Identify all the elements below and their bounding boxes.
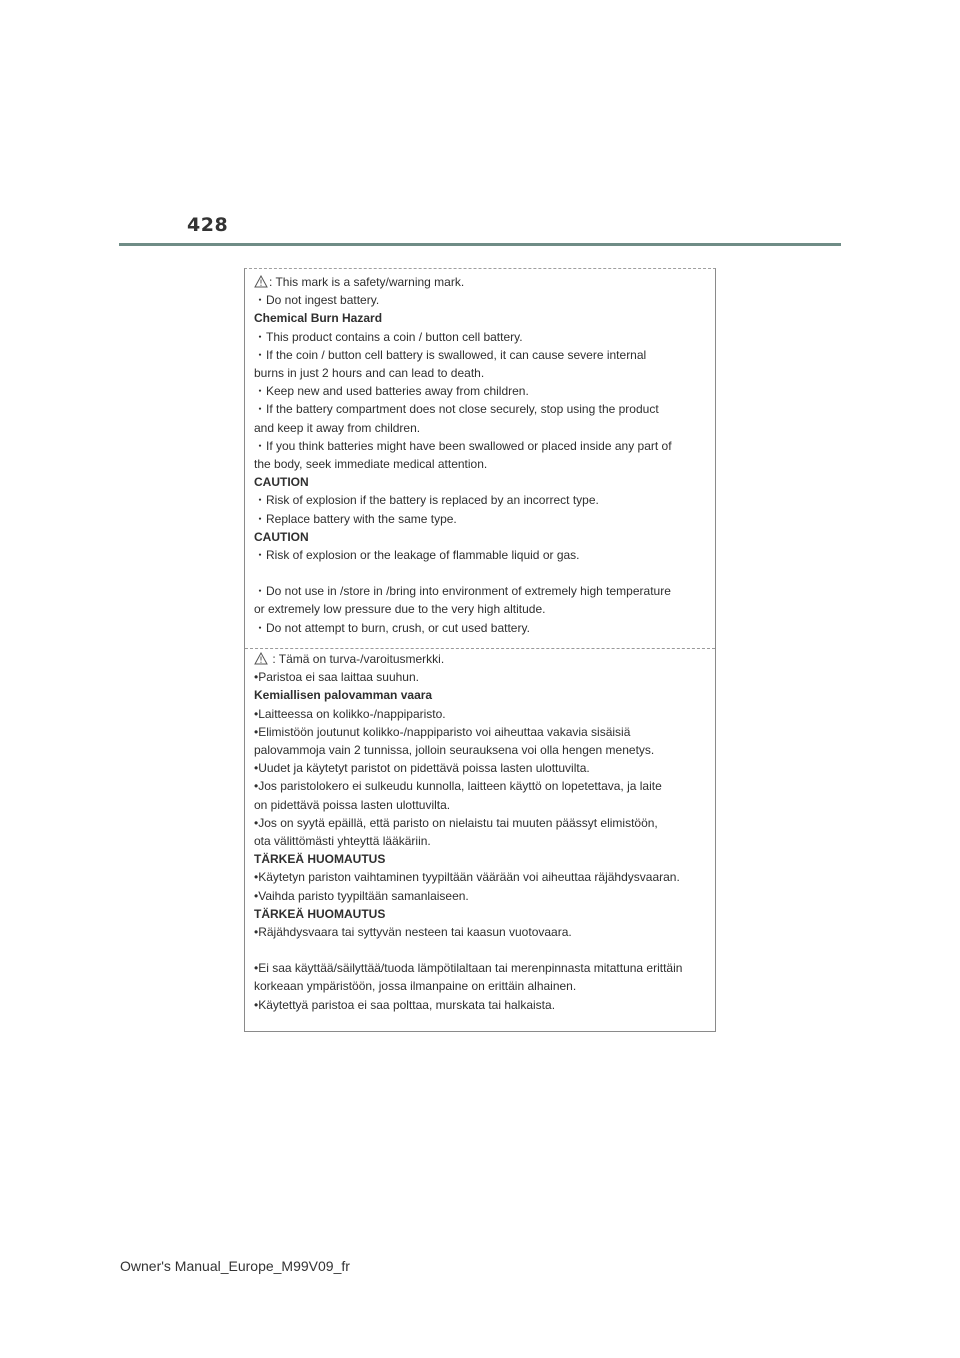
finnish-heading: Kemiallisen palovamman vaara [254, 688, 433, 703]
finnish-line: •Ei saa käyttää/säilyttää/tuoda lämpötilaltaan tai merenpinnasta mitattuna erittäin [254, 961, 683, 976]
header-rule [119, 243, 841, 246]
english-line: ・If you think batteries might have been swallowed or placed inside any part of [254, 438, 672, 453]
finnish-warning-section [254, 650, 709, 1014]
english-mark-text: : This mark is a safety/warning mark. [269, 275, 465, 289]
english-mark-line [254, 273, 709, 291]
finnish-line: on pidettävä poissa lasten ulottuvilta. [254, 797, 451, 812]
english-line: ・If the battery compartment does not close securely, stop using the product [254, 402, 659, 417]
finnish-line: •Paristoa ei saa laittaa suuhun. [254, 670, 419, 685]
finnish-heading: TÄRKEÄ HUOMAUTUS [254, 906, 386, 921]
english-heading: CAUTION [254, 529, 309, 544]
english-warning-section [254, 273, 709, 637]
warning-triangle-icon [254, 275, 268, 288]
finnish-line: •Laitteessa on kolikko-/nappiparisto. [254, 706, 446, 721]
section-divider [245, 648, 715, 649]
finnish-heading: TÄRKEÄ HUOMAUTUS [254, 852, 386, 867]
finnish-line: •Elimistöön joutunut kolikko-/nappiparisto voi aiheuttaa vakavia sisäisiä [254, 724, 631, 739]
finnish-line: •Jos on syytä epäillä, että paristo on nielaistu tai muuten päässyt elimistöön, [254, 815, 658, 830]
finnish-line: korkeaan ympäristöön, jossa ilmanpaine on erittäin alhainen. [254, 979, 577, 994]
finnish-spacer [254, 941, 709, 959]
finnish-line: palovammoja vain 2 tunnissa, jolloin seurauksena voi olla hengen menetys. [254, 743, 655, 758]
finnish-line: ota välittömästi yhteyttä lääkäriin. [254, 834, 431, 849]
english-spacer [254, 564, 709, 582]
finnish-line: •Käytetyn pariston vaihtaminen tyypiltään väärään voi aiheuttaa räjähdysvaaran. [254, 870, 680, 885]
english-heading: CAUTION [254, 475, 309, 490]
finnish-mark-line [254, 650, 709, 668]
english-line: ・Do not use in /store in /bring into environment of extremely high temperature [254, 584, 671, 599]
english-line: burns in just 2 hours and can lead to death. [254, 366, 485, 381]
english-line: ・Replace battery with the same type. [254, 511, 457, 526]
english-line: ・Risk of explosion if the battery is replaced by an incorrect type. [254, 493, 599, 508]
battery-warning-label [244, 268, 716, 1032]
english-line: ・This product contains a coin / button cell battery. [254, 329, 523, 344]
finnish-line: •Käytettyä paristoa ei saa polttaa, murskata tai halkaista. [254, 997, 556, 1012]
finnish-mark-text: : Tämä on turva-/varoitusmerkki. [269, 652, 445, 666]
english-heading: Chemical Burn Hazard [254, 311, 383, 326]
english-line: and keep it away from children. [254, 420, 421, 435]
finnish-line: •Vaihda paristo tyypiltään samanlaiseen. [254, 888, 469, 903]
english-line: or extremely low pressure due to the very high altitude. [254, 602, 546, 617]
finnish-line: •Jos paristolokero ei sulkeudu kunnolla, laitteen käyttö on lopetettava, ja laite [254, 779, 662, 794]
english-line: the body, seek immediate medical attention. [254, 457, 488, 472]
finnish-line: •Räjähdysvaara tai syttyvän nesteen tai kaasun vuotovaara. [254, 925, 572, 940]
english-line: ・Keep new and used batteries away from children. [254, 384, 529, 399]
page-number: 428 [187, 214, 229, 236]
english-line: ・Do not attempt to burn, crush, or cut used battery. [254, 620, 530, 635]
english-line: ・Do not ingest battery. [254, 293, 380, 308]
finnish-line: •Uudet ja käytetyt paristot on pidettävä poissa lasten ulottuvilta. [254, 761, 590, 776]
warning-triangle-icon [254, 652, 268, 665]
english-line: ・Risk of explosion or the leakage of flammable liquid or gas. [254, 548, 580, 563]
footer-manual-id: Owner's Manual_Europe_M99V09_fr [120, 1258, 350, 1274]
english-line: ・If the coin / button cell battery is swallowed, it can cause severe internal [254, 347, 647, 362]
